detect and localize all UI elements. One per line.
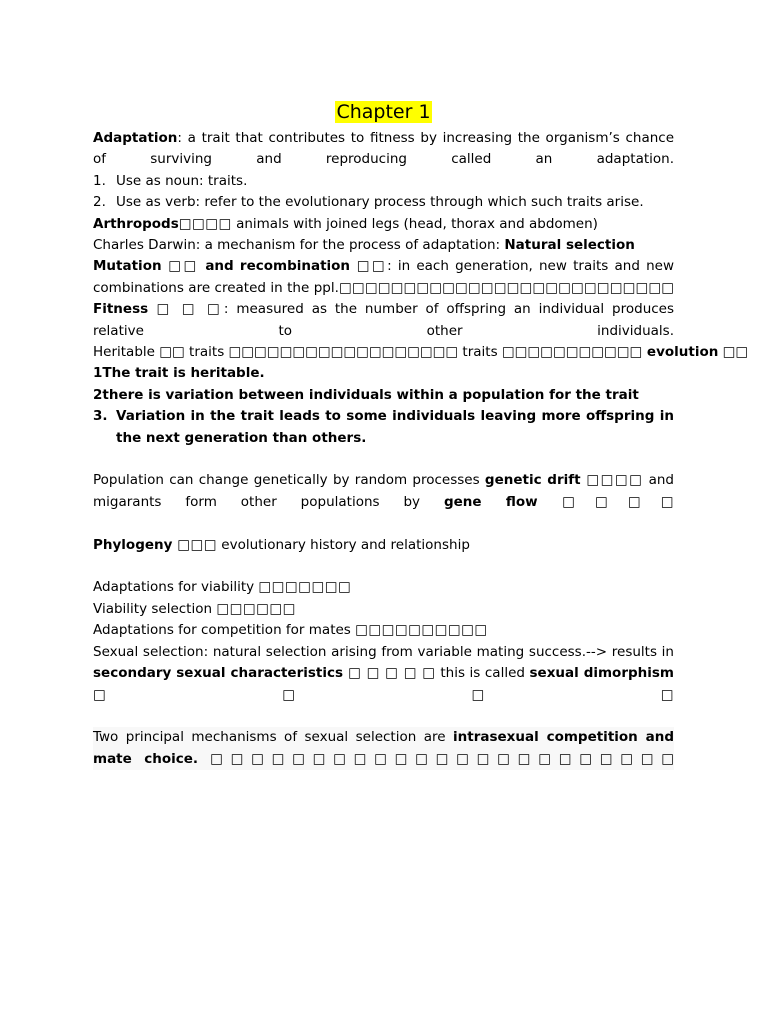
phylogeny-term: Phylogeny [93,536,173,553]
heritable-cjk-3: □□□□□□□□□□□ [501,344,643,361]
fitness-definition: : measured as the number of offspring an individual produces relative to other individuals. [93,301,675,339]
darwin-text: Charles Darwin: a mechanism for the process of adaptation: [93,237,505,254]
fitness-paragraph [93,299,674,342]
evolution-term: evolution [642,344,719,361]
viability-selection-text: Viability selection [93,600,217,617]
blank-line [93,556,674,577]
viability-selection-cjk: □□□□□□ [216,600,296,617]
heritable-cjk-2: □□□□□□□□□□□□□□□□□□ [228,344,459,361]
phylogeny-text: evolutionary history and relationship [217,536,470,553]
population-text-1: Population can change genetically by random processes [93,472,485,489]
list-text: Use as noun: traits. [116,172,248,189]
use-verb-item [93,192,674,213]
heritable-text: Heritable [93,344,160,361]
use-noun-item [93,171,674,192]
heritable-line [93,342,749,363]
genetic-drift-term: genetic drift [484,472,581,489]
list-text: Use as verb: refer to the evolutionary process through which such traits arise. [116,194,644,211]
recombination-cjk: □□ [350,258,388,275]
and-word: and [205,258,234,275]
list-number: 1. [93,172,106,189]
chapter-title: Chapter 1 [336,101,431,123]
blank-line [93,449,674,470]
adaptation-paragraph [93,128,674,171]
gene-flow-cjk: □□□□ [537,493,675,510]
secondary-characteristics-cjk: □ □ □ □ □ [343,665,436,682]
genetic-drift-cjk: □□□□ [580,472,644,489]
fitness-term: Fitness [93,301,149,318]
sexual-dimorphism-cjk: □□□□ [93,686,674,703]
population-text-2: and migarants form other populations by [93,472,674,510]
arthropods-term: Arthropods [93,215,179,232]
adaptation-definition: : a trait that contributes to fitness by increasing the organism’s chance of surviving and reproducing called an adaptation. [93,130,674,168]
secondary-characteristics-term: secondary sexual characteristics [93,665,344,682]
viability-text: Adaptations for viability [93,579,259,596]
viability-line [93,577,674,598]
mates-text: Adaptations for competition for mates [93,622,356,639]
condition-number: 1 [93,365,103,382]
adaptation-term: Adaptation [93,130,178,146]
mutation-cjk: □□ [161,258,206,275]
condition-number: 3. [93,408,108,425]
mates-cjk: □□□□□□□□□□ [355,622,488,639]
heritable-traits-1: traits [184,344,229,361]
viability-cjk: □□□□□□□ [258,579,352,596]
blank-line [93,706,674,727]
mechanisms-paragraph [93,727,674,770]
mutation-text: : in each generation, new traits and new combinations are created in the ppl. [93,258,674,296]
mutation-paragraph [93,256,674,299]
heritable-traits-2: traits [458,344,502,361]
sexual-text-1: Sexual selection: natural selection arising from variable mating success.--> results in [93,643,674,660]
blank-line [93,513,674,534]
arthropods-text: animals with joined legs (head, thorax and abdomen) [231,215,598,232]
heritable-cjk-1: □□ [159,344,185,361]
condition-text: there is variation between individuals within a population for the trait [102,386,639,403]
condition-number: 2 [93,386,103,403]
population-paragraph [93,470,674,513]
mates-line [93,620,674,641]
fitness-cjk: □ □ □ [148,301,224,318]
recombination-term: recombination [239,258,351,275]
arthropods-cjk: □□□□ [178,215,232,232]
heritable-cjk-4: □□ [718,344,749,361]
mechanisms-text: Two principal mechanisms of sexual selection are [93,729,454,746]
darwin-line [93,235,674,256]
condition-3 [93,406,674,449]
mutation-term: Mutation [93,258,162,275]
gene-flow-term: gene flow [443,493,538,510]
mutation-cjk-note: □□□□□□□□□□□□□□□□□□□□□□□□□□ [338,279,674,296]
viability-selection-line [93,599,674,620]
sexual-selection-paragraph [93,642,674,706]
natural-selection-term: Natural selection [504,237,635,254]
arthropods-line [93,214,674,235]
condition-text: Variation in the trait leads to some individuals leaving more offspring in the next generation than others. [116,408,674,446]
sexual-text-2: this is called [435,665,530,682]
sexual-dimorphism-term: sexual dimorphism [529,665,674,682]
phylogeny-cjk: □□□ [172,536,218,553]
condition-2 [93,385,674,406]
phylogeny-line [93,535,674,556]
list-number: 2. [93,194,106,211]
mechanisms-cjk: □□□□□□□□□□□□□□□□□□□□□□□ [198,750,674,767]
condition-text: The trait is heritable. [102,365,265,382]
condition-1 [93,363,674,384]
mechanisms-term: intrasexual competition and mate choice. [93,729,675,767]
title-row [93,100,674,128]
document-body [93,100,749,770]
